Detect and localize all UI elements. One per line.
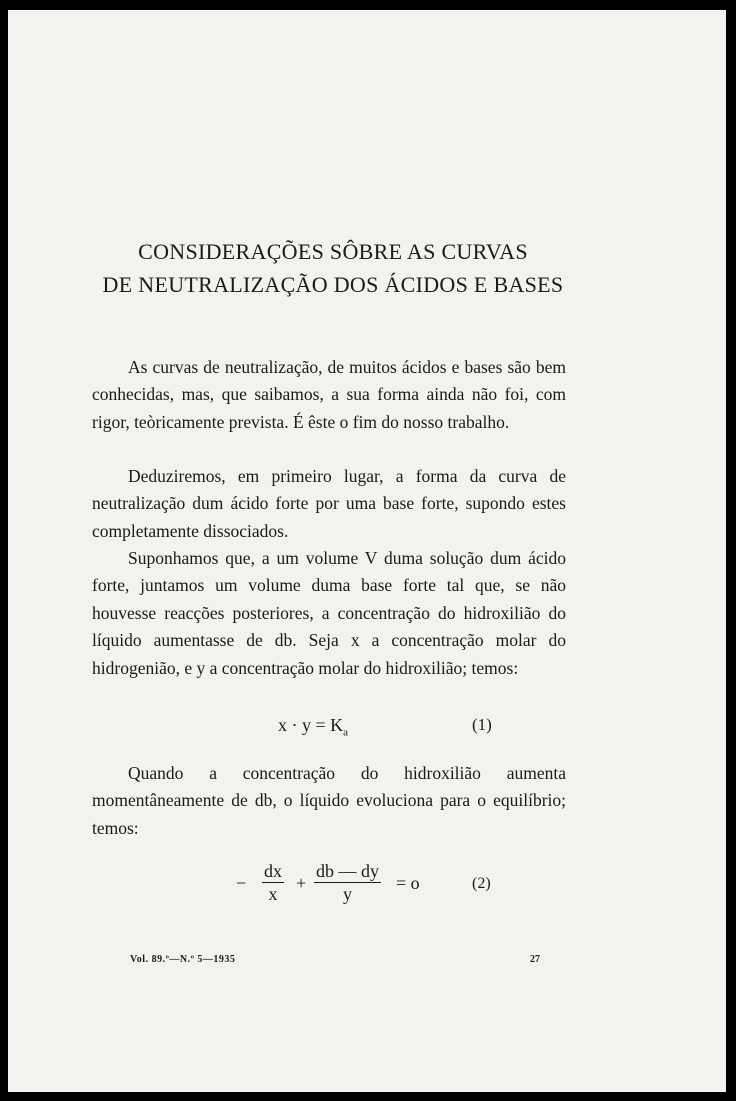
equation-2 (236, 860, 436, 920)
equation-2-number: (2) (472, 875, 491, 892)
equation-2-frac2-denominator: y (343, 884, 352, 904)
title-line-2: DE NEUTRALIZAÇÃO DOS ÁCIDOS E BASES (102, 272, 564, 297)
equation-2-frac1-numerator: dx (264, 861, 282, 881)
equation-1-number: (1) (472, 715, 492, 734)
equation-1-subscript: a (343, 726, 349, 739)
equation-2-minus: − (236, 873, 247, 893)
equation-1 (278, 715, 348, 739)
paper-page (8, 10, 726, 1092)
page-number: 27 (530, 954, 540, 965)
paragraph-4: Quando a concentração do hidroxilião aumenta momentâneamente de db, o líquido evoluciona para o equilíbrio; temos: (92, 763, 566, 838)
title-line-1: CONSIDERAÇÕES SÔBRE AS CURVAS (138, 239, 528, 264)
equation-2-fraction-1 (262, 860, 284, 905)
equation-2-plus: + (296, 873, 307, 893)
paragraph-1: As curvas de neutralização, de muitos ácidos e bases são bem conhecidas, mas, que saibamos, a sua forma ainda não foi, com rigor, teòricamente prevista. É êste o fim do nosso trabalho. (92, 357, 566, 432)
paragraph-2: Deduziremos, em primeiro lugar, a forma da curva de neutralização dum ácido forte por uma base forte, supondo estes completamente dissociados. (92, 466, 566, 541)
equation-2-frac2-numerator: db — dy (316, 861, 379, 881)
footer-volume: Vol. 89.º—N.º 5—1935 (130, 954, 236, 965)
equation-2-fraction-2 (314, 860, 381, 905)
equation-2-rhs: = o (396, 873, 420, 893)
paragraph-3: Suponhamos que, a um volume V duma solução dum ácido forte, juntamos um volume duma base forte tal que, se não houvesse reacções posteriores, a concentração do hidroxilião do líquido aumentasse de db. Seja x a concentração molar do hidrogenião, e y a concentração molar do hidroxilião; temos: (92, 548, 566, 678)
equation-1-lhs: x · y = K (278, 715, 344, 735)
equation-2-frac1-denominator: x (268, 884, 278, 904)
